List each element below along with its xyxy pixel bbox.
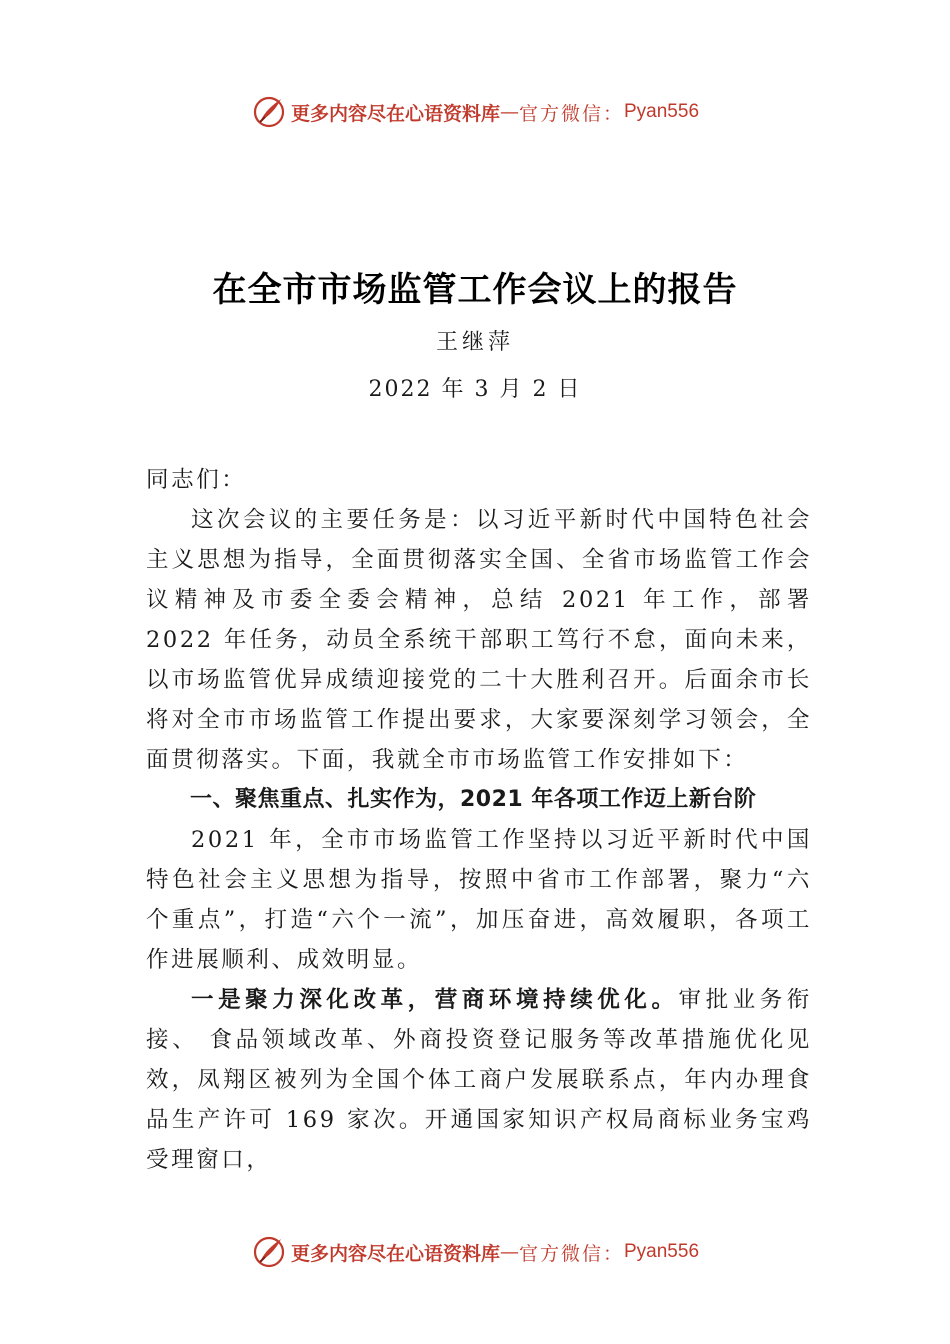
paragraph-intro: 这次会议的主要任务是：以习近平新时代中国特色社会主义思想为指导，全面贯彻落实全国、全省市场监管工作会议精神及市委全委会精神，总结 2021 年工作，部署 2022 年任务，动员全系统干部职工笃行不怠，面向未来，以市场监管优异成绩迎接党的二十大胜利召开。后面余市长将对全市市场监管工作提出要求，大家要深刻学习领会，全面贯彻落实。下面，我就全市市场监管工作安排如下：	[146, 507, 812, 773]
paragraph-reform-text: 审批业务衔接、 食品领域改革、外商投资登记服务等改革措施优化见效，凤翔区被列为全国个体工商户发展联系点，年内办理食品生产许可 169 家次。开通国家知识产权局商标业务宝鸡受理窗口，	[146, 987, 812, 1173]
footer-banner	[0, 1232, 950, 1272]
header-banner	[0, 92, 950, 132]
banner-wechat-label: 官方微信：	[518, 102, 624, 125]
banner-dash: —	[499, 101, 519, 123]
banner-wechat-label: 官方微信：	[518, 1242, 624, 1265]
paragraph-2021-summary: 2021 年，全市市场监管工作坚持以习近平新时代中国特色社会主义思想为指导，按照中省市工作部署，聚力“六个重点”，打造“六个一流”，加压奋进，高效履职，各项工作进展顺利、成效明显。	[146, 827, 812, 973]
banner-main-text: 更多内容尽在心语资料库	[290, 102, 500, 125]
banner-wechat-id: Pyan556	[624, 101, 700, 122]
banner-main-text: 更多内容尽在心语资料库	[290, 1242, 500, 1265]
paragraph-reform-lead: 一是聚力深化改革，营商环境持续优化。	[191, 987, 679, 1013]
document-body	[146, 460, 812, 1180]
document-title: 在全市市场监管工作会议上的报告	[212, 270, 738, 310]
quill-pen-logo-icon	[251, 94, 287, 130]
quill-pen-logo-icon	[251, 1234, 287, 1270]
section-heading-1: 一、聚焦重点、扎实作为，2021 年各项工作迈上新台阶	[190, 787, 757, 812]
document-date: 2022 年 3 月 2 日	[368, 377, 582, 402]
salutation: 同志们：	[146, 467, 247, 493]
banner-dash: —	[499, 1241, 519, 1263]
document-author: 王继萍	[435, 330, 514, 355]
paragraph-reform	[146, 980, 812, 1180]
banner-wechat-id: Pyan556	[624, 1241, 700, 1262]
